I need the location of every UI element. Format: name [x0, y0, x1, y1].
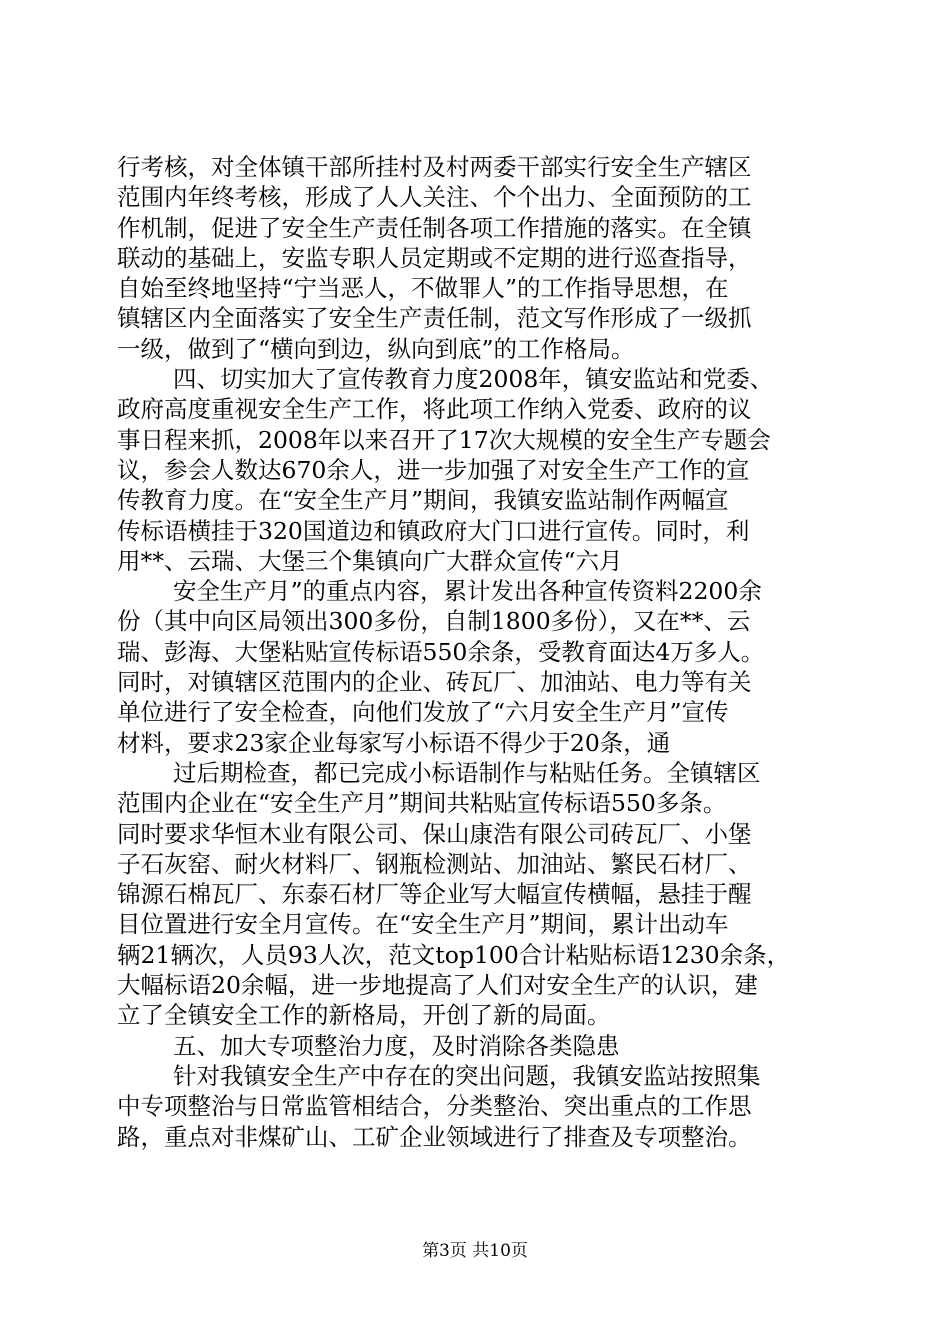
section-heading-5: 五、加大专项整治力度，及时消除各类隐患 — [173, 1031, 620, 1060]
text-line: 联动的基础上，安监专职人员定期或不定期的进行巡查指导， — [117, 243, 752, 272]
text-line: 作机制，促进了安全生产责任制各项工作措施的落实。在全镇 — [117, 213, 752, 242]
text-line: 路，重点对非煤矿山、工矿企业领域进行了排查及专项整治。 — [117, 1122, 752, 1151]
text-line: 自始至终地坚持“宁当恶人，不做罪人”的工作指导思想，在 — [117, 274, 729, 303]
text-line: 范围内企业在“安全生产月”期间共粘贴宣传标语550多条。 — [117, 789, 727, 818]
text-line: 大幅标语20余幅，进一步地提高了人们对安全生产的认识，建 — [117, 971, 758, 1000]
page-number-footer: 第3页 共10页 — [422, 1241, 528, 1261]
text-line: 同时要求华恒木业有限公司、保山康浩有限公司砖瓦厂、小堡 — [117, 819, 752, 848]
text-line: 一级，做到了“横向到边，纵向到底”的工作格局。 — [117, 334, 635, 363]
text-line: 目位置进行安全月宣传。在“安全生产月”期间，累计出动车 — [117, 910, 729, 939]
text-line: 子石灰窑、耐火材料厂、钢瓶检测站、加油站、繁民石材厂、 — [117, 849, 752, 878]
text-line: 镇辖区内全面落实了安全生产责任制，范文写作形成了一级抓 — [117, 304, 752, 333]
text-line: 辆21辆次，人员93人次，范文top100合计粘贴标语1230余条， — [117, 940, 791, 969]
text-line: 过后期检查，都已完成小标语制作与粘贴任务。全镇辖区 — [173, 758, 761, 787]
text-line: 材料，要求23家企业每家写小标语不得少于20条，通 — [117, 728, 671, 757]
document-body — [117, 152, 837, 1152]
text-line: 单位进行了安全检查，向他们发放了“六月安全生产月”宣传 — [117, 698, 729, 727]
text-line: 范围内年终考核，形成了人人关注、个个出力、全面预防的工 — [117, 183, 752, 212]
text-line: 议，参会人数达670余人，进一步加强了对安全生产工作的宣 — [117, 455, 750, 484]
text-line: 用**、云瑞、大堡三个集镇向广大群众宣传“六月 — [117, 546, 623, 575]
section-heading-4: 四、切实加大了宣传教育力度2008年，镇安监站和党委、 — [173, 365, 774, 394]
text-line: 政府高度重视安全生产工作，将此项工作纳入党委、政府的议 — [117, 395, 752, 424]
text-line: 份（其中向区局领出300多份，自制1800多份），又在**、云 — [117, 607, 751, 636]
text-line: 立了全镇安全工作的新格局，开创了新的局面。 — [117, 1001, 611, 1030]
text-line: 针对我镇安全生产中存在的突出问题，我镇安监站按照集 — [173, 1061, 761, 1090]
text-line: 传教育力度。在“安全生产月”期间，我镇安监站制作两幅宣 — [117, 486, 729, 515]
text-line: 同时，对镇辖区范围内的企业、砖瓦厂、加油站、电力等有关 — [117, 668, 752, 697]
text-line: 中专项整治与日常监管相结合，分类整治、突出重点的工作思 — [117, 1092, 752, 1121]
text-line: 锦源石棉瓦厂、东泰石材厂等企业写大幅宣传横幅，悬挂于醒 — [117, 880, 752, 909]
text-line: 行考核，对全体镇干部所挂村及村两委干部实行安全生产辖区 — [117, 153, 752, 181]
text-line: 瑞、彭海、大堡粘贴宣传标语550余条，受教育面达4万多人。 — [117, 637, 765, 666]
text-line: 安全生产月”的重点内容，累计发出各种宣传资料2200余 — [173, 577, 762, 606]
text-line: 事日程来抓，2008年以来召开了17次大规模的安全生产专题会 — [117, 425, 771, 454]
text-line: 传标语横挂于320国道边和镇政府大门口进行宣传。同时，利 — [117, 516, 750, 545]
